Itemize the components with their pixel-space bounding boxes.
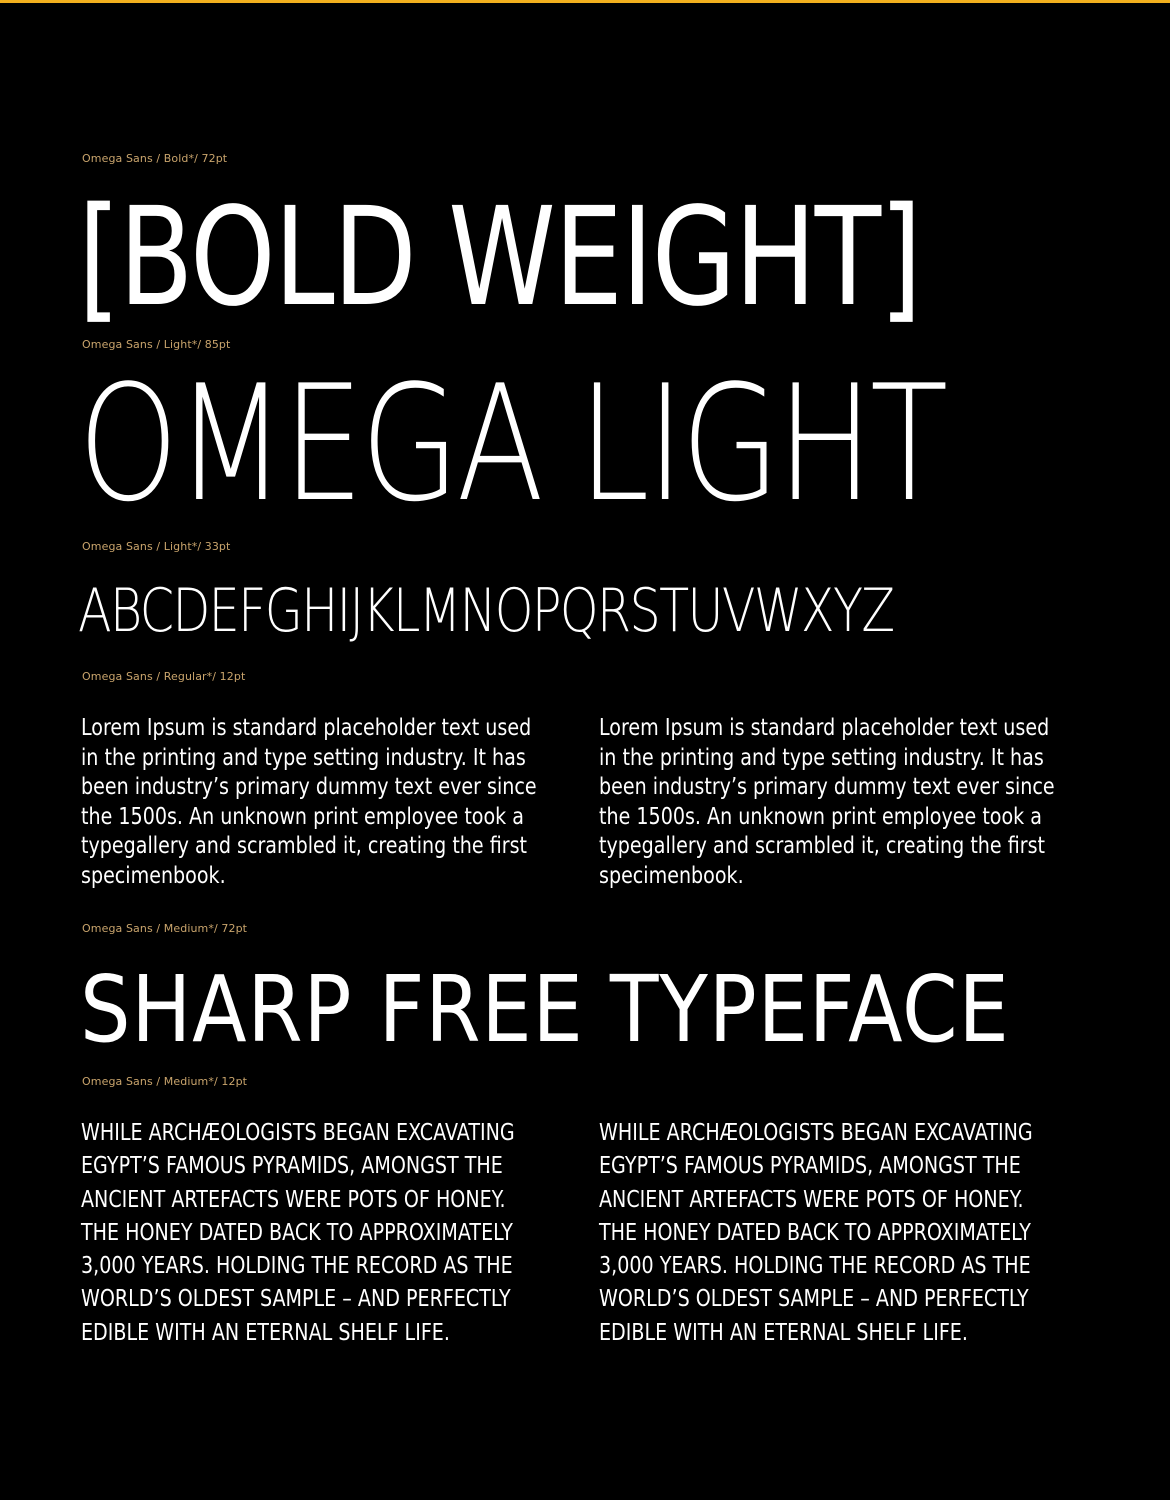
caption-medium-72: Omega Sans / Medium*/ 72pt bbox=[82, 922, 248, 935]
caps-line: 3,000 YEARS. HOLDING THE RECORD AS THE bbox=[81, 1253, 513, 1280]
lorem-column-right bbox=[599, 714, 1097, 891]
lorem-line: been industry’s primary dummy text ever since bbox=[81, 774, 537, 800]
caption-bold-72: Omega Sans / Bold*/ 72pt bbox=[82, 152, 228, 165]
caption-light-33: Omega Sans / Light*/ 33pt bbox=[82, 540, 231, 553]
lorem-line: Lorem Ipsum is standard placeholder text used bbox=[81, 715, 532, 741]
caption-medium-12: Omega Sans / Medium*/ 12pt bbox=[82, 1075, 248, 1088]
lorem-line: Lorem Ipsum is standard placeholder text used bbox=[599, 715, 1050, 741]
caps-line: EGYPT’S FAMOUS PYRAMIDS, AMONGST THE bbox=[81, 1153, 503, 1180]
caps-line: EDIBLE WITH AN ETERNAL SHELF LIFE. bbox=[599, 1319, 968, 1346]
caps-line: ANCIENT ARTEFACTS WERE POTS OF HONEY. bbox=[599, 1186, 1024, 1213]
lorem-line: specimenbook. bbox=[599, 862, 744, 889]
top-accent-rule bbox=[0, 0, 1170, 3]
lorem-line: in the printing and type setting industry. It has bbox=[81, 744, 526, 771]
caps-column-left bbox=[81, 1117, 579, 1350]
lorem-column-left bbox=[81, 714, 579, 891]
lorem-line: typegallery and scrambled it, creating the first bbox=[81, 833, 528, 859]
headline-bold-weight: [BOLD WEIGHT] bbox=[78, 179, 921, 337]
caps-line: EDIBLE WITH AN ETERNAL SHELF LIFE. bbox=[81, 1319, 450, 1346]
lorem-line: been industry’s primary dummy text ever since bbox=[599, 774, 1055, 800]
caps-line: WHILE ARCHÆOLOGISTS BEGAN EXCAVATING bbox=[599, 1120, 1033, 1146]
lorem-line: in the printing and type setting industry. It has bbox=[599, 744, 1044, 771]
lorem-line: specimenbook. bbox=[81, 862, 226, 889]
caps-line: WORLD’S OLDEST SAMPLE – AND PERFECTLY bbox=[599, 1286, 1029, 1313]
caps-line: WORLD’S OLDEST SAMPLE – AND PERFECTLY bbox=[81, 1286, 511, 1313]
lorem-line: typegallery and scrambled it, creating the first bbox=[599, 833, 1046, 859]
caption-regular-12: Omega Sans / Regular*/ 12pt bbox=[82, 670, 246, 683]
caps-line: EGYPT’S FAMOUS PYRAMIDS, AMONGST THE bbox=[599, 1153, 1021, 1180]
lorem-line: the 1500s. An unknown print employee took a bbox=[599, 803, 1042, 830]
caps-line: THE HONEY DATED BACK TO APPROXIMATELY bbox=[599, 1219, 1031, 1246]
caps-line: 3,000 YEARS. HOLDING THE RECORD AS THE bbox=[599, 1253, 1031, 1280]
lorem-line: the 1500s. An unknown print employee took a bbox=[81, 803, 524, 830]
caps-column-right bbox=[599, 1117, 1097, 1350]
headline-sharp-free-typeface: SHARP FREE TYPEFACE bbox=[80, 956, 1010, 1063]
alphabet-specimen: ABCDEFGHIJKLMNOPQRSTUVWXYZ bbox=[78, 576, 894, 646]
caps-line: WHILE ARCHÆOLOGISTS BEGAN EXCAVATING bbox=[81, 1120, 515, 1146]
caps-line: THE HONEY DATED BACK TO APPROXIMATELY bbox=[81, 1219, 513, 1246]
caption-light-85: Omega Sans / Light*/ 85pt bbox=[82, 338, 231, 351]
headline-omega-light: OMEGA LIGHT bbox=[78, 350, 945, 537]
caps-line: ANCIENT ARTEFACTS WERE POTS OF HONEY. bbox=[81, 1186, 506, 1213]
